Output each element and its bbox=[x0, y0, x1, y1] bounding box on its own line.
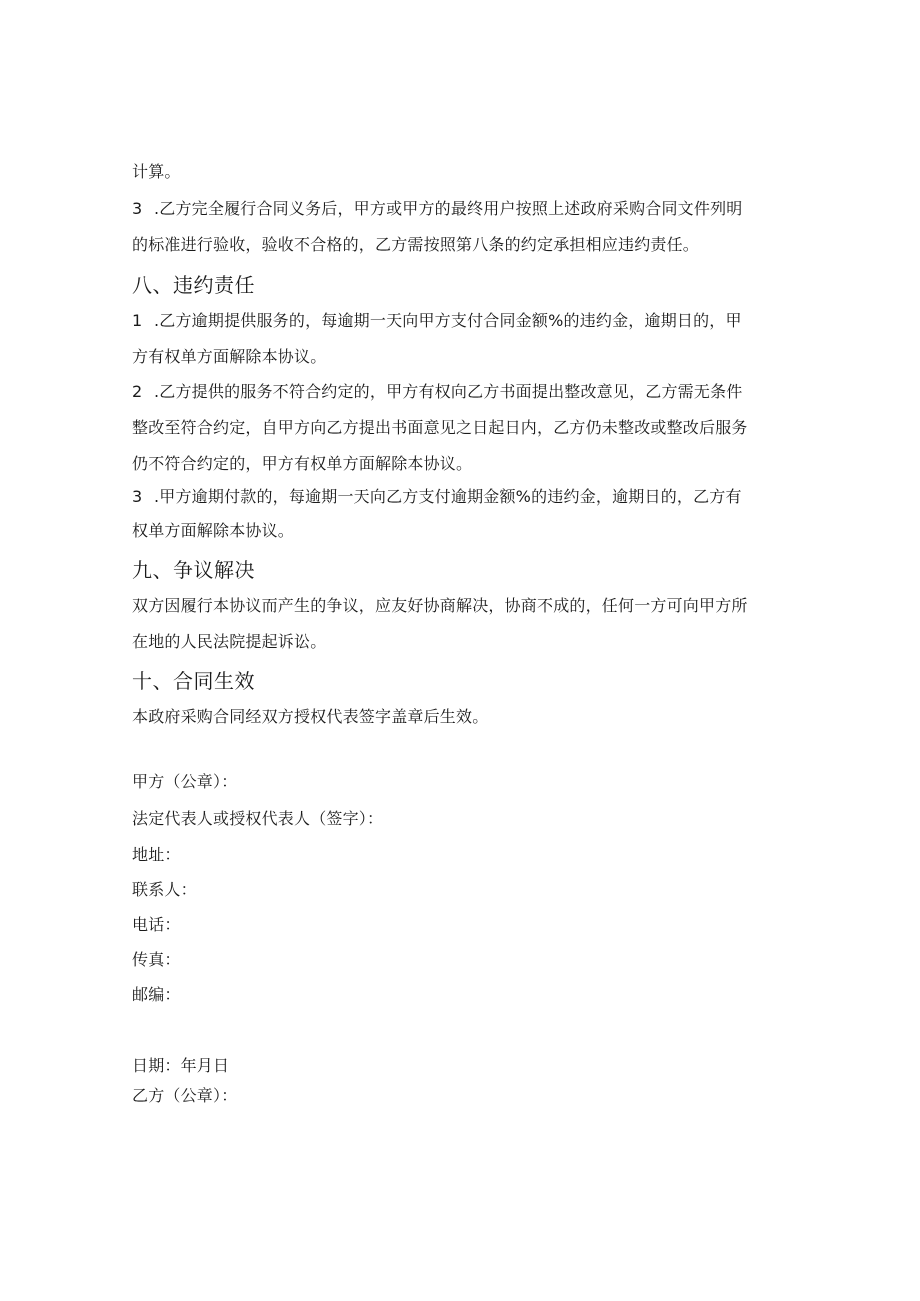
accept-item-3-number: 3 bbox=[132, 199, 143, 218]
section-10-heading: 十、合同生效 bbox=[132, 669, 255, 693]
section-8-item-1-number: 1 bbox=[132, 311, 143, 330]
accept-item-3-line-2: 的标准进行验收，验收不合格的，乙方需按照第八条的约定承担相应违约责任。 bbox=[132, 235, 700, 254]
section-8-item-3-line-1 bbox=[132, 487, 742, 507]
legal-rep-line: 法定代表人或授权代表人（签字）： bbox=[132, 809, 384, 828]
section-8-item-2-number: 2 bbox=[132, 382, 143, 401]
section-8-item-3-text-1: .甲方逾期付款的，每逾期一天向乙方支付逾期金额%的违约金，逾期日的，乙方有 bbox=[154, 487, 742, 506]
section-10-line-1: 本政府采购合同经双方授权代表签字盖章后生效。 bbox=[132, 707, 489, 726]
section-9-line-1: 双方因履行本协议而产生的争议，应友好协商解决，协商不成的，任何一方可向甲方所 bbox=[132, 596, 748, 615]
section-8-item-1-line-1 bbox=[132, 311, 742, 331]
accept-item-3-text-1: .乙方完全履行合同义务后，甲方或甲方的最终用户按照上述政府采购合同文件列明 bbox=[154, 199, 743, 218]
address-line: 地址： bbox=[132, 845, 181, 864]
section-8-item-2-text-1: .乙方提供的服务不符合约定的，甲方有权向乙方书面提出整改意见，乙方需无条件 bbox=[154, 382, 743, 401]
section-8-item-2-line-2: 整改至符合约定，自甲方向乙方提出书面意见之日起日内，乙方仍未整改或整改后服务 bbox=[132, 418, 748, 437]
section-8-item-1-text-1: .乙方逾期提供服务的，每逾期一天向甲方支付合同金额%的违约金，逾期日的，甲 bbox=[154, 311, 742, 330]
phone-line: 电话： bbox=[132, 915, 181, 934]
party-a-seal-line: 甲方（公章）： bbox=[132, 772, 238, 791]
date-line: 日期：年月日 bbox=[132, 1056, 230, 1075]
section-8-item-2-line-3: 仍不符合约定的，甲方有权单方面解除本协议。 bbox=[132, 454, 473, 473]
section-8-heading: 八、违约责任 bbox=[132, 273, 255, 297]
postcode-line: 邮编： bbox=[132, 985, 181, 1004]
section-9-heading: 九、争议解决 bbox=[132, 558, 255, 582]
section-8-item-3-line-2: 权单方面解除本协议。 bbox=[132, 521, 295, 540]
section-8-item-3-number: 3 bbox=[132, 487, 143, 506]
party-b-seal-line: 乙方（公章）： bbox=[132, 1086, 238, 1105]
intro-line: 计算。 bbox=[132, 162, 181, 181]
section-9-line-2: 在地的人民法院提起诉讼。 bbox=[132, 632, 327, 651]
section-8-item-2-line-1 bbox=[132, 382, 743, 402]
contact-line: 联系人： bbox=[132, 880, 197, 899]
fax-line: 传真： bbox=[132, 950, 181, 969]
accept-item-3-line-1 bbox=[132, 199, 743, 219]
section-8-item-1-line-2: 方有权单方面解除本协议。 bbox=[132, 347, 327, 366]
